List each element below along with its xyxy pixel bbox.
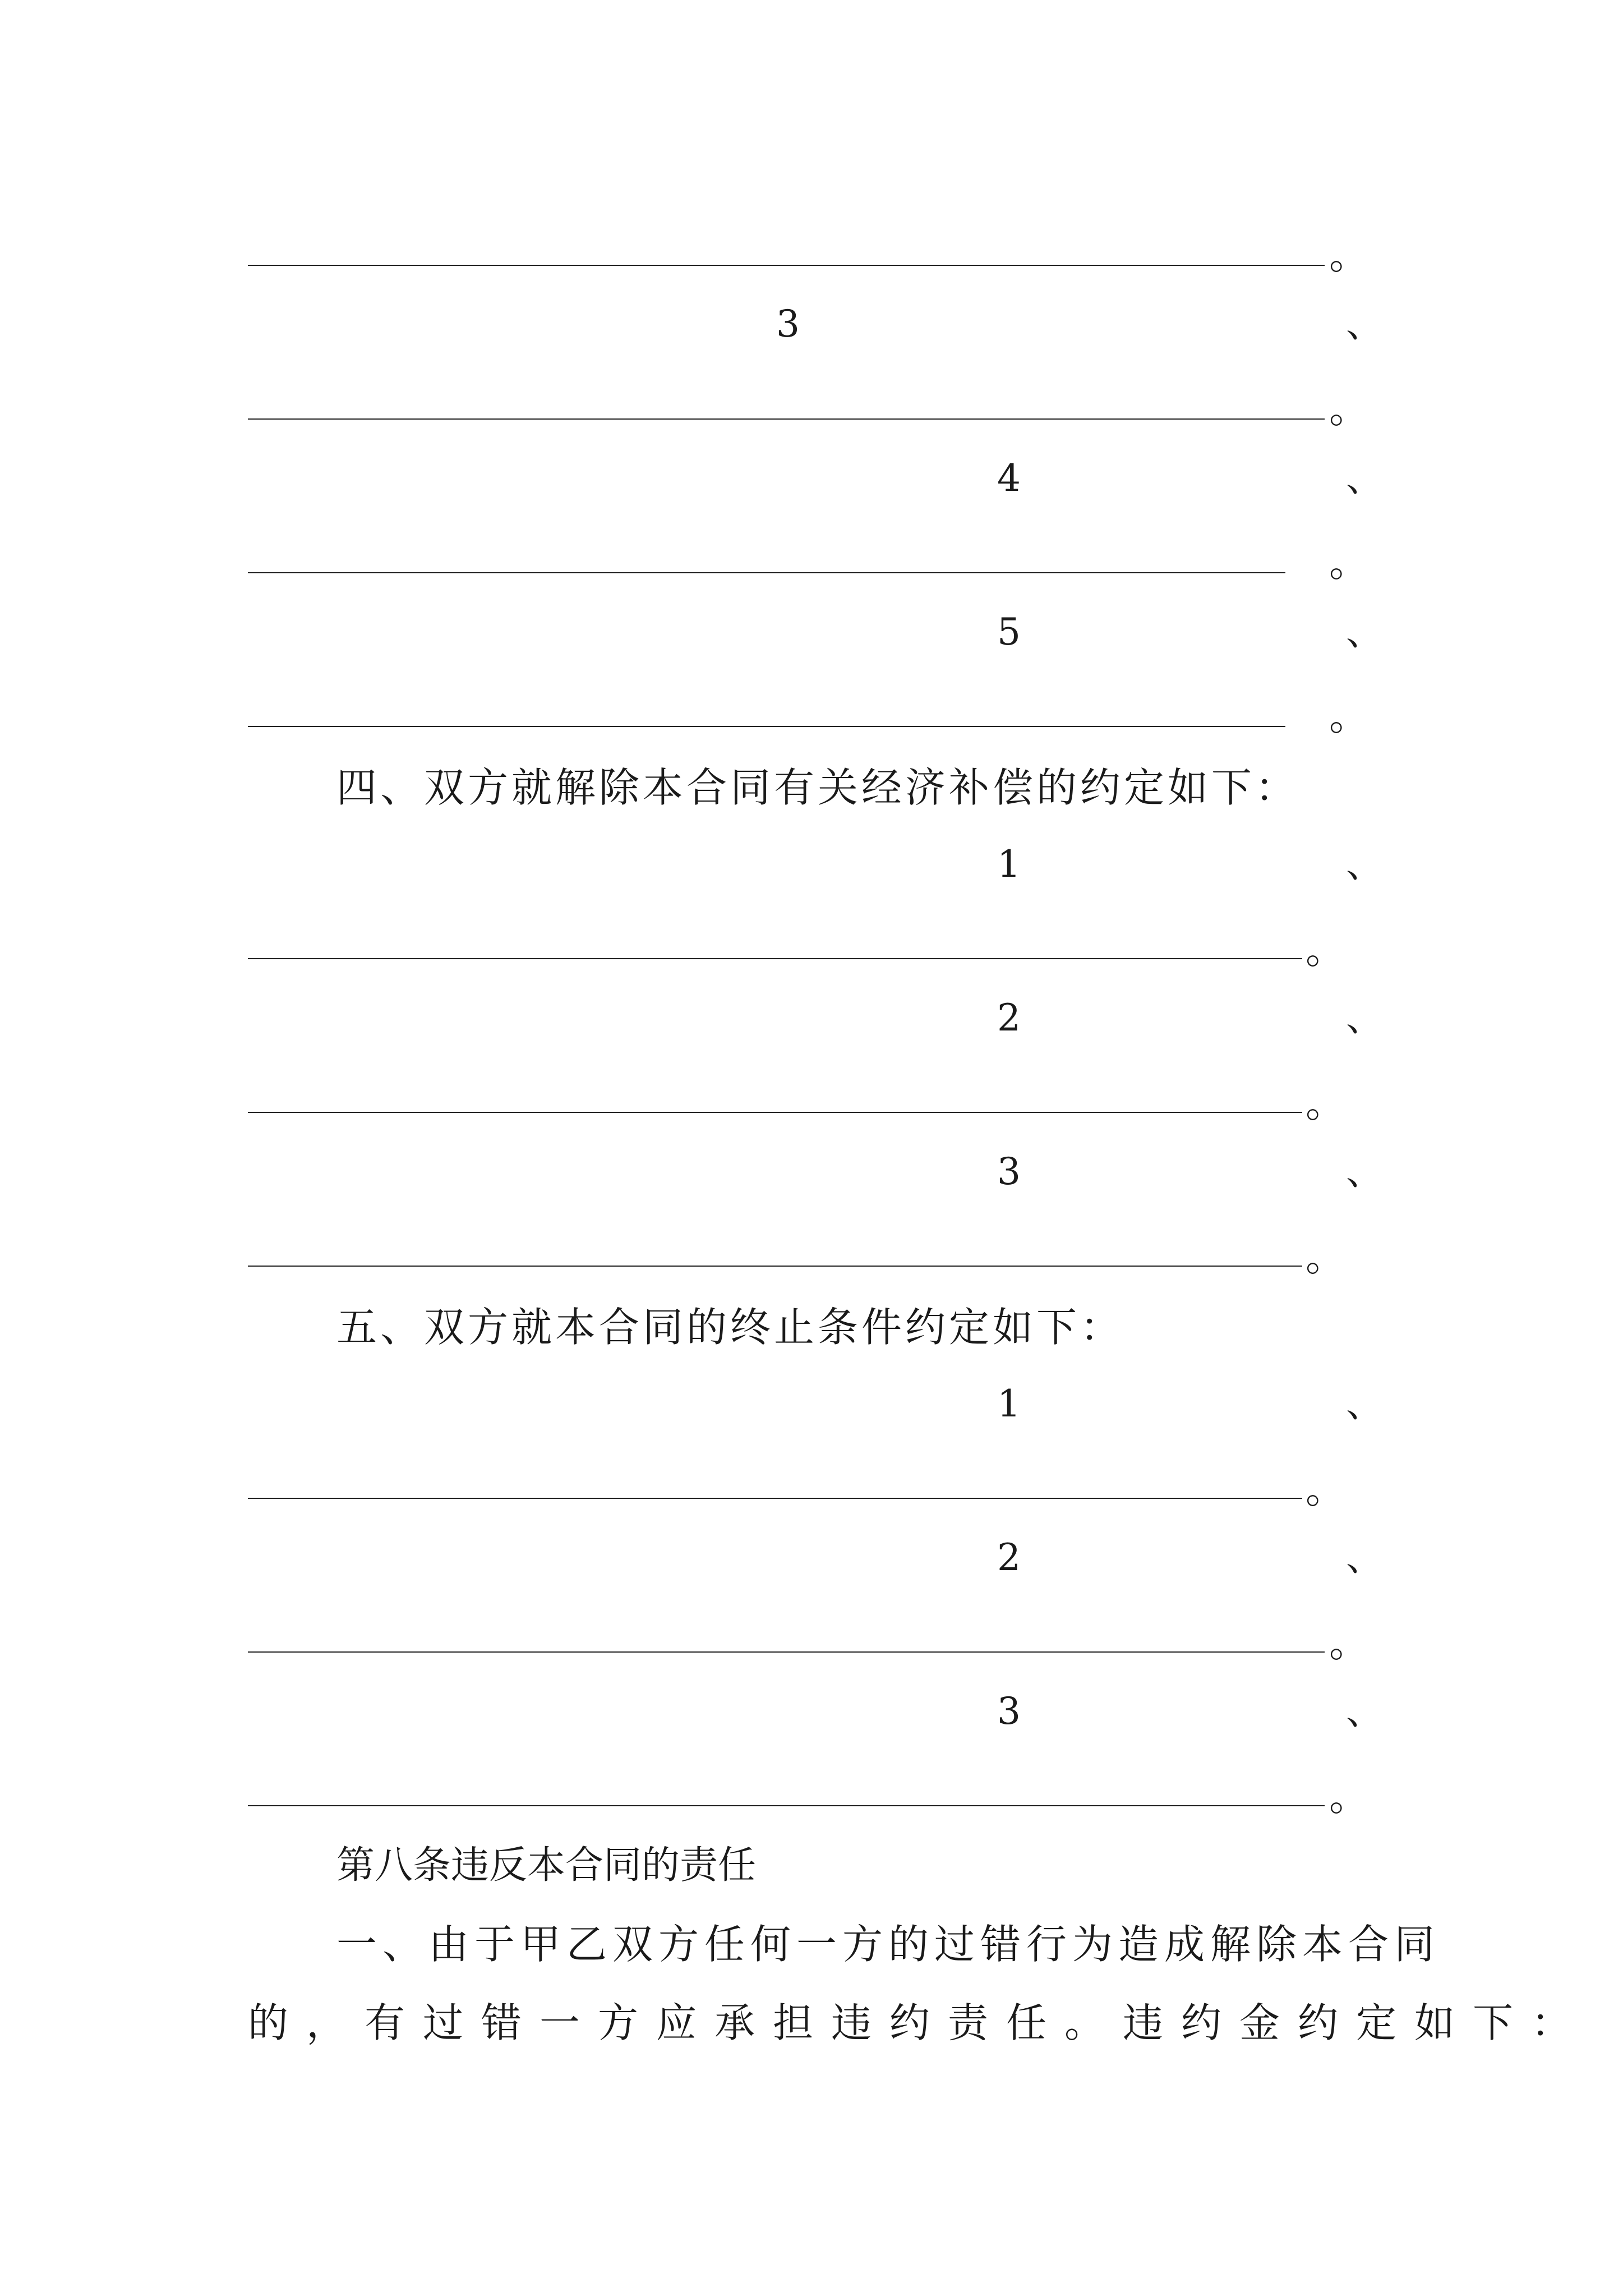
item-number: 4 xyxy=(997,457,1021,500)
item-enumeration-mark: 、 xyxy=(1346,610,1383,654)
blank-line[interactable] xyxy=(248,1498,1302,1499)
item-number: 1 xyxy=(997,1382,1021,1425)
item-enumeration-mark: 、 xyxy=(1346,1690,1383,1733)
blank-line[interactable] xyxy=(248,418,1325,420)
item-enumeration-mark: 、 xyxy=(1346,1150,1383,1193)
article-title: 第八条违反本合同的责任 xyxy=(336,1843,757,1888)
item-number: 3 xyxy=(776,302,800,346)
item-enumeration-mark: 、 xyxy=(1346,457,1383,500)
item-number: 2 xyxy=(997,1536,1021,1579)
blank-line[interactable] xyxy=(248,1805,1325,1806)
blank-line[interactable] xyxy=(248,1651,1325,1653)
line-end-period: 。 xyxy=(1329,1620,1368,1666)
line-end-period: 。 xyxy=(1306,1466,1345,1512)
item-enumeration-mark: 、 xyxy=(1346,1536,1383,1579)
blank-line[interactable] xyxy=(248,1266,1302,1267)
blank-line[interactable] xyxy=(248,726,1285,727)
line-end-period: 。 xyxy=(1306,927,1345,973)
article-paragraph-line: 一、由于甲乙双方任何一方的过错行为造成解除本合同 xyxy=(336,1921,1441,1968)
line-end-period: 。 xyxy=(1329,1774,1368,1820)
blank-line[interactable] xyxy=(248,1112,1302,1113)
item-enumeration-mark: 、 xyxy=(1346,302,1383,346)
section-heading: 四、双方就解除本合同有关经济补偿的约定如下： xyxy=(336,764,1299,811)
blank-line[interactable] xyxy=(248,572,1285,573)
line-end-period: 。 xyxy=(1306,1234,1345,1280)
item-enumeration-mark: 、 xyxy=(1346,1382,1383,1425)
blank-line[interactable] xyxy=(248,265,1325,266)
line-end-period: 。 xyxy=(1329,693,1368,739)
line-end-period: 。 xyxy=(1329,386,1368,432)
item-enumeration-mark: 、 xyxy=(1346,996,1383,1039)
article-paragraph-line: 的，有过错一方应承担违约责任。违约金约定如下： xyxy=(248,1999,1590,2046)
item-number: 3 xyxy=(997,1150,1021,1193)
item-number: 2 xyxy=(997,996,1021,1039)
blank-line[interactable] xyxy=(248,958,1302,959)
item-number: 5 xyxy=(997,610,1021,654)
line-end-period: 。 xyxy=(1329,232,1368,278)
line-end-period: 。 xyxy=(1329,540,1368,586)
line-end-period: 。 xyxy=(1306,1080,1345,1126)
item-number: 3 xyxy=(997,1690,1021,1733)
item-number: 1 xyxy=(997,843,1021,886)
item-enumeration-mark: 、 xyxy=(1346,843,1383,886)
section-heading: 五、双方就本合同的终止条件约定如下： xyxy=(336,1304,1124,1351)
